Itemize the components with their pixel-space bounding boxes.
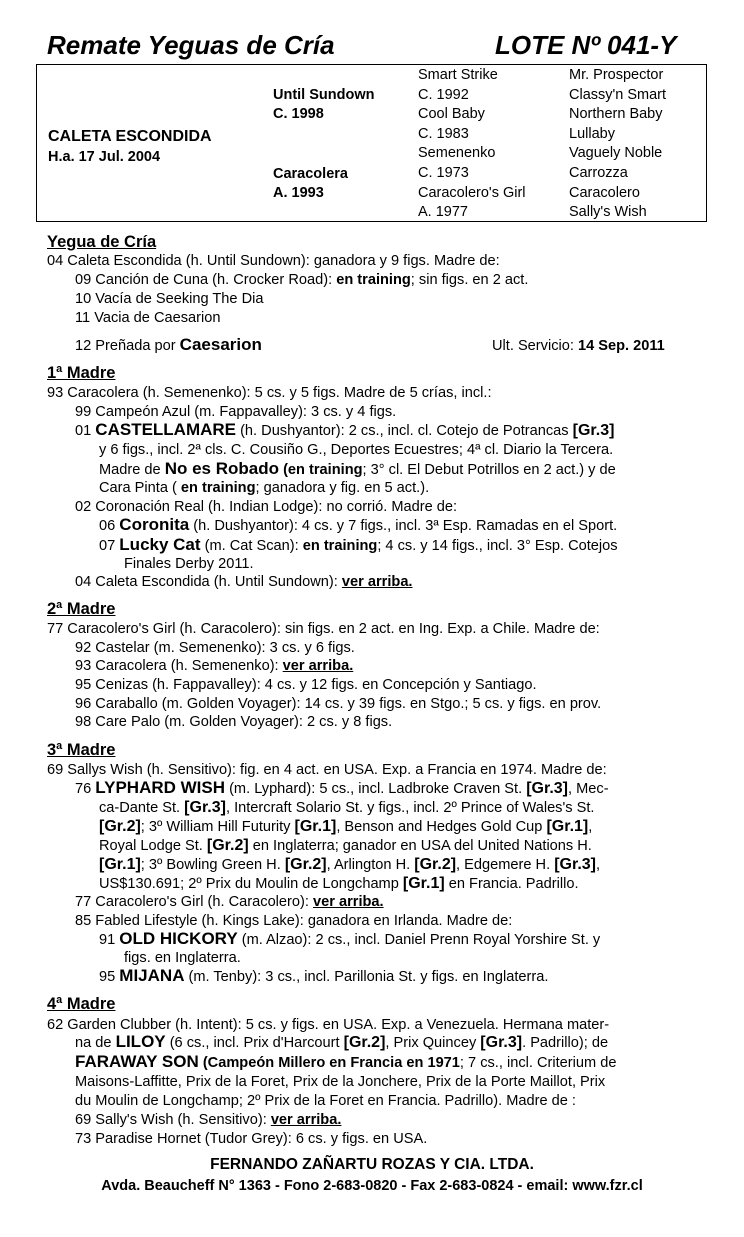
text-line: Cara Pinta ( en training; ganadora y fig. en 5 act.). <box>99 480 430 496</box>
text-line: Maisons-Laffitte, Prix de la Foret, Prix de la Jonchere, Prix de la Porte Maillot, Prix <box>75 1074 606 1090</box>
text-line: 69 Sally's Wish (h. Sensitivo): ver arriba. <box>75 1112 342 1128</box>
text-line: US$130.691; 2º Prix du Moulin de Longchamp [Gr.1] en Francia. Padrillo. <box>99 875 579 892</box>
section-heading-madre4: 4ª Madre <box>47 995 116 1013</box>
text-line: 11 Vacia de Caesarion <box>75 310 221 326</box>
section-heading-madre3: 3ª Madre <box>47 741 116 759</box>
ancestor-info: C. 1983 <box>418 125 469 142</box>
footer-contact: Avda. Beaucheff N° 1363 - Fono 2-683-0820 - Fax 2-683-0824 - email: www.fzr.cl <box>101 1178 643 1194</box>
text-line: 85 Fabled Lifestyle (h. Kings Lake): ganadora en Irlanda. Madre de: <box>75 913 513 929</box>
ancestor: Mr. Prospector <box>569 67 664 83</box>
text-line: 98 Care Palo (m. Golden Voyager): 2 cs. y 8 figs. <box>75 714 393 730</box>
text-line: ca-Dante St. [Gr.3], Intercraft Solario St. y figs., incl. 2º Prince of Wales's St. <box>99 799 595 816</box>
lote-number: LOTE Nº 041-Y <box>495 30 677 60</box>
ancestor: Vaguely Noble <box>569 145 663 162</box>
ancestor: Cool Baby <box>418 106 485 123</box>
text-line: 07 Lucky Cat (m. Cat Scan): en training; 4 cs. y 14 figs., incl. 3° Esp. Cotejos <box>99 535 618 554</box>
text-line: 06 Coronita (h. Dushyantor): 4 cs. y 7 figs., incl. 3ª Esp. Ramadas en el Sport. <box>99 515 618 534</box>
ultimo-servicio: Ult. Servicio: 14 Sep. 2011 <box>492 338 665 354</box>
text-line: 96 Caraballo (m. Golden Voyager): 14 cs. y 39 figs. en Stgo.; 5 cs. y figs. en prov. <box>75 696 602 712</box>
text-line: 62 Garden Clubber (h. Intent): 5 cs. y figs. en USA. Exp. a Venezuela. Hermana mater- <box>47 1017 610 1033</box>
text-line: 01 CASTELLAMARE (h. Dushyantor): 2 cs., incl. cl. Cotejo de Potrancas [Gr.3] <box>75 420 615 439</box>
horse-name: CALETA ESCONDIDA <box>48 128 212 145</box>
ancestor: Semenenko <box>418 145 496 162</box>
text-line: 04 Caleta Escondida (h. Until Sundown): ver arriba. <box>75 574 413 590</box>
text-line: 69 Sallys Wish (h. Sensitivo): fig. en 4 act. en USA. Exp. a Francia en 1974. Madre de: <box>47 762 607 778</box>
footer-company: FERNANDO ZAÑARTU ROZAS Y CIA. LTDA. <box>210 1156 534 1173</box>
text-line: 77 Caracolero's Girl (h. Caracolero): sin figs. en 2 act. en Ing. Exp. a Chile. Madre de: <box>47 621 600 637</box>
sire-info: C. 1998 <box>273 106 324 122</box>
ancestor: Smart Strike <box>418 67 498 83</box>
text-line: 73 Paradise Hornet (Tudor Grey): 6 cs. y figs. en USA. <box>75 1131 428 1147</box>
text-line: 10 Vacía de Seeking The Dia <box>75 291 264 307</box>
ancestor: Carrozza <box>569 164 628 181</box>
text-line: y 6 figs., incl. 2ª cls. C. Cousiño G., Deportes Ecuestres; 4ª cl. Diario la Tercera. <box>99 442 614 458</box>
ancestor: Sally's Wish <box>569 204 647 221</box>
ancestor-info: A. 1977 <box>418 204 468 221</box>
text-line: FARAWAY SON (Campeón Millero en Francia en 1971; 7 cs., incl. Criterium de <box>75 1052 617 1071</box>
text-line: 02 Coronación Real (h. Indian Lodge): no corrió. Madre de: <box>75 499 458 515</box>
ancestor-info: C. 1973 <box>418 164 469 181</box>
sire-name: Until Sundown <box>273 87 375 103</box>
text-line: 93 Caracolera (h. Semenenko): ver arriba. <box>75 658 354 674</box>
text-line: [Gr.2]; 3º William Hill Futurity [Gr.1], Benson and Hedges Gold Cup [Gr.1], <box>99 818 593 835</box>
ancestor: Northern Baby <box>569 106 663 123</box>
ancestor: Classy'n Smart <box>569 86 667 103</box>
dam-info: A. 1993 <box>273 185 324 201</box>
section-heading-madre2: 2ª Madre <box>47 600 116 618</box>
ancestor-info: C. 1992 <box>418 86 469 103</box>
text-line: Finales Derby 2011. <box>124 556 254 572</box>
text-line: 12 Preñada por Caesarion <box>75 335 262 354</box>
text-line: Royal Lodge St. [Gr.2] en Inglaterra; ganador en USA del United Nations H. <box>99 837 592 854</box>
text-line: 99 Campeón Azul (m. Fappavalley): 3 cs. y 4 figs. <box>75 404 397 420</box>
ancestor: Lullaby <box>569 125 615 142</box>
text-line: Madre de No es Robado (en training; 3° cl. El Debut Potrillos en 2 act.) y de <box>99 459 616 478</box>
text-line: na de LILOY (6 cs., incl. Prix d'Harcourt [Gr.2], Prix Quincey [Gr.3]. Padrillo); de <box>75 1032 609 1051</box>
dam-name: Caracolera <box>273 166 348 182</box>
text-line: du Moulin de Longchamp; 2º Prix de la Foret en Francia. Padrillo). Madre de : <box>75 1093 576 1109</box>
text-line: 09 Canción de Cuna (h. Crocker Road): en training; sin figs. en 2 act. <box>75 272 529 288</box>
page-title: Remate Yeguas de Cría <box>47 30 335 60</box>
text-line: 91 OLD HICKORY (m. Alzao): 2 cs., incl. Daniel Prenn Royal Yorshire St. y <box>99 929 601 948</box>
horse-info: H.a. 17 Jul. 2004 <box>48 149 161 165</box>
text-line: [Gr.1]; 3º Bowling Green H. [Gr.2], Arlington H. [Gr.2], Edgemere H. [Gr.3], <box>99 856 601 873</box>
section-heading-madre1: 1ª Madre <box>47 364 116 382</box>
text-line: 04 Caleta Escondida (h. Until Sundown): ganadora y 9 figs. Madre de: <box>47 253 500 269</box>
text-line: 95 MIJANA (m. Tenby): 3 cs., incl. Parillonia St. y figs. en Inglaterra. <box>99 966 549 985</box>
text-line: 95 Cenizas (h. Fappavalley): 4 cs. y 12 figs. en Concepción y Santiago. <box>75 677 537 693</box>
pedigree-col3 <box>418 66 526 223</box>
text-line: 93 Caracolera (h. Semenenko): 5 cs. y 5 figs. Madre de 5 crías, incl.: <box>47 385 492 401</box>
pedigree-col4 <box>569 66 666 223</box>
section-heading-yegua: Yegua de Cría <box>47 233 157 251</box>
text-line: figs. en Inglaterra. <box>124 950 241 966</box>
ancestor: Caracolero's Girl <box>418 184 526 201</box>
text-line: 77 Caracolero's Girl (h. Caracolero): ver arriba. <box>75 894 384 910</box>
text-line: 92 Castelar (m. Semenenko): 3 cs. y 6 figs. <box>75 640 355 656</box>
ancestor: Caracolero <box>569 184 640 201</box>
text-line: 76 LYPHARD WISH (m. Lyphard): 5 cs., incl. Ladbroke Craven St. [Gr.3], Mec- <box>75 778 609 797</box>
